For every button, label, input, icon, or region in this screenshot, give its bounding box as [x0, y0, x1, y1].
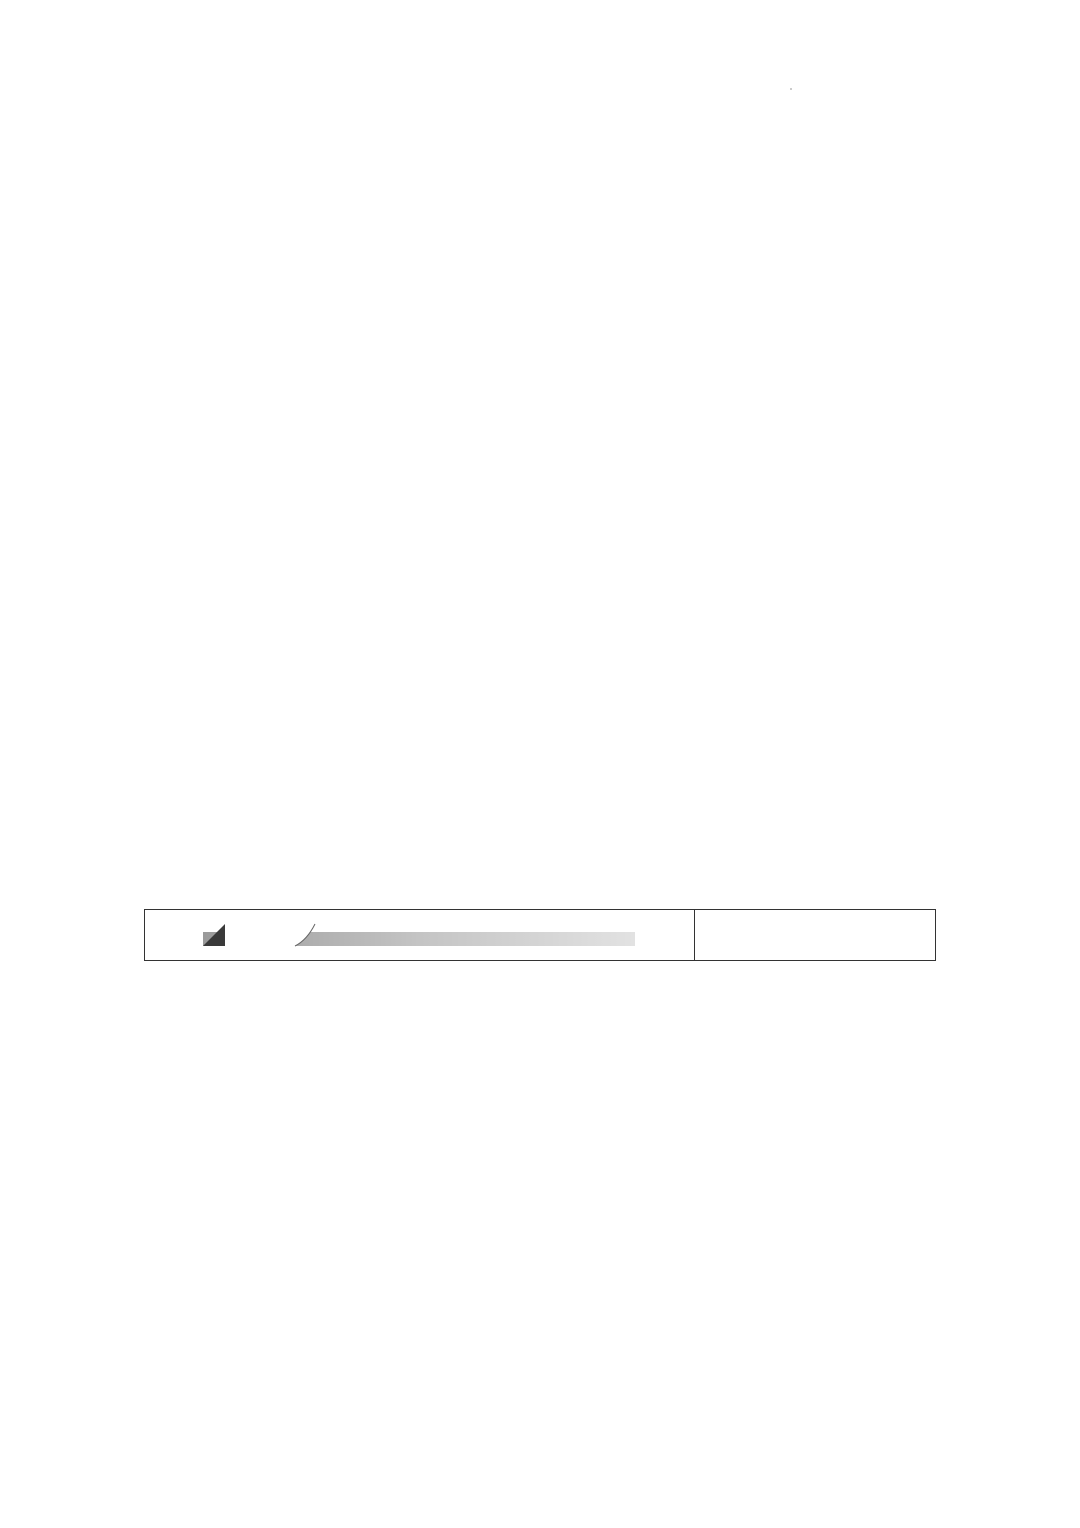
section-header-box [144, 909, 936, 961]
banner-ribbon-icon [203, 918, 643, 950]
page-speck [790, 88, 792, 90]
section-topic [695, 910, 937, 960]
